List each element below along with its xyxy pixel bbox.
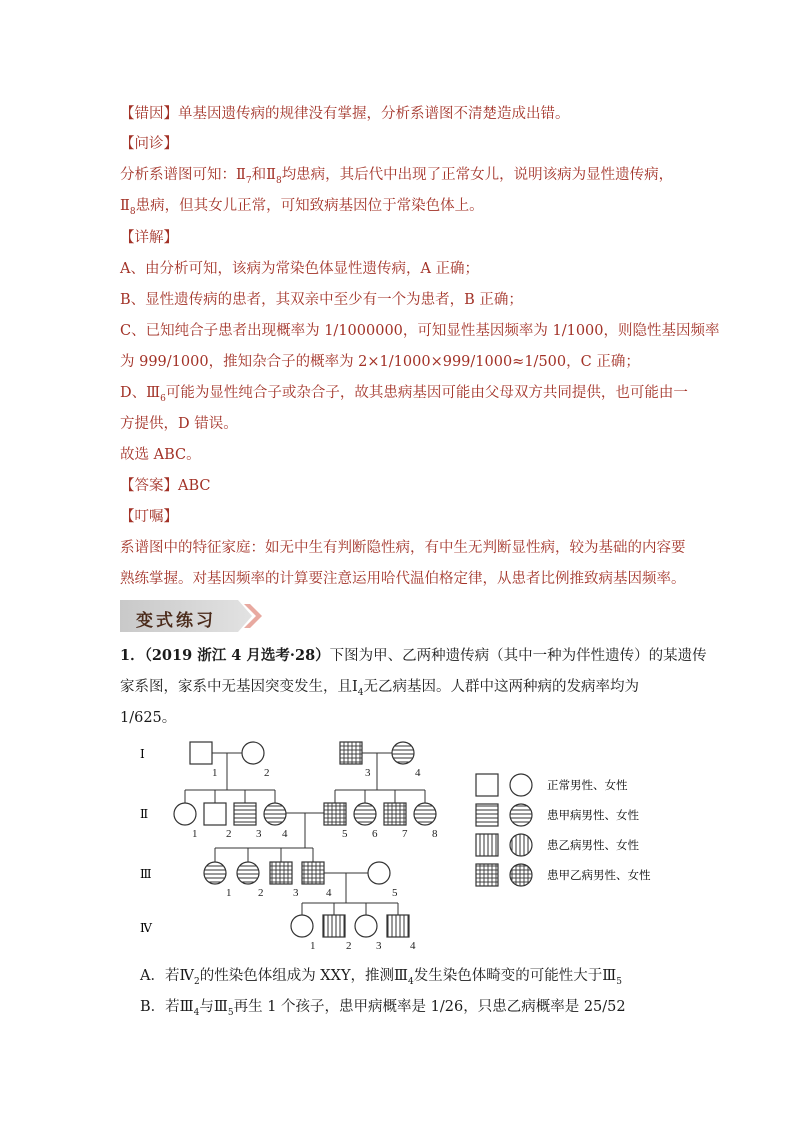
- legend-disease-b-female: [510, 834, 532, 856]
- number-III3: 3: [293, 887, 299, 899]
- detail-tag: 【详解】: [120, 230, 178, 246]
- subscript: 5: [227, 1007, 234, 1018]
- legend-label-disease-ab: 患甲乙病男性、女性: [547, 870, 651, 882]
- generation-label-3: Ⅲ: [140, 867, 152, 881]
- individual-II3: [234, 803, 256, 825]
- subscript: 5: [616, 976, 622, 987]
- generation-label-1: Ⅰ: [140, 747, 145, 761]
- number-IV3: 3: [376, 940, 382, 952]
- reminder-tag: 【叮嘱】: [120, 509, 178, 525]
- individual-I4: [392, 742, 414, 764]
- detail-text: D、Ⅲ: [120, 385, 161, 401]
- generation-label-2: Ⅱ: [140, 807, 149, 821]
- option-text: A．若Ⅳ: [140, 968, 194, 984]
- reminder-line-2: 熟练掌握。对基因频率的计算要注意运用哈代温伯格定律，从患者比例推致病基因频率。: [120, 571, 686, 587]
- individual-III2: [237, 862, 259, 884]
- detail-option-c-line-1: C、已知纯合子患者出现概率为 1/1000000，可知显性基因频率为 1/1000，则隐性基因频率: [120, 323, 720, 339]
- answer-text: ABC: [178, 478, 211, 494]
- individual-II1: [174, 803, 196, 825]
- diagnosis-text: 和Ⅱ: [251, 167, 276, 183]
- subscript: 4: [357, 687, 364, 698]
- individual-I1: [190, 742, 212, 764]
- number-III2: 2: [258, 887, 264, 899]
- legend-label-normal: 正常男性、女性: [547, 780, 628, 792]
- number-III4: 4: [326, 887, 332, 899]
- option-text: 与Ⅲ: [199, 999, 228, 1015]
- subscript: 8: [275, 175, 282, 186]
- question-text: 家系图，家系中无基因突变发生，且Ⅰ: [120, 679, 358, 695]
- option-b: [140, 997, 626, 1023]
- detail-text: 可能为显性纯合子或杂合子，故其患病基因可能由父母双方共同提供，也可能由一: [165, 385, 688, 401]
- diagnosis-line-1: [120, 165, 673, 191]
- individual-III3: [270, 862, 292, 884]
- option-text: 的性染色体组成为 XXY，推测Ⅲ: [199, 968, 409, 984]
- detail-option-a: A、由分析可知，该病为常染色体显性遗传病，A 正确；: [120, 261, 480, 277]
- wrong-cause-text: 单基因遗传病的规律没有掌握，分析系谱图不清楚造成出错。: [178, 106, 570, 122]
- diagnosis-tag: 【问诊】: [120, 136, 178, 152]
- diagnosis-text: 分析系谱图可知：Ⅱ: [120, 167, 246, 183]
- individual-IV1: [291, 915, 313, 937]
- number-II2: 2: [226, 828, 232, 840]
- legend-disease-b-male: [476, 834, 498, 856]
- individual-II7: [384, 803, 406, 825]
- wrong-cause-tag: 【错因】: [120, 106, 178, 122]
- individual-II6: [354, 803, 376, 825]
- individual-III1: [204, 862, 226, 884]
- pedigree-chart: [130, 736, 670, 956]
- diagnosis-line-2: [120, 196, 484, 222]
- diagnosis-text: 患病，但其女儿正常，可知致病基因位于常染色体上。: [135, 198, 484, 214]
- number-I4: 4: [415, 767, 421, 779]
- question-text: 下图为甲、乙两种遗传病（其中一种为伴性遗传）的某遗传: [329, 648, 707, 664]
- number-IV2: 2: [346, 940, 352, 952]
- answer-line: [120, 476, 211, 496]
- number-II5: 5: [342, 828, 348, 840]
- number-II6: 6: [372, 828, 378, 840]
- legend-disease-a-male: [476, 804, 498, 826]
- number-IV1: 1: [310, 940, 316, 952]
- legend-disease-a-female: [510, 804, 532, 826]
- legend-normal-female: [510, 774, 532, 796]
- number-III5: 5: [392, 887, 398, 899]
- answer-tag: 【答案】: [120, 478, 178, 494]
- detail-option-b: B、显性遗传病的患者，其双亲中至少有一个为患者，B 正确；: [120, 292, 523, 308]
- subscript: 4: [193, 1007, 200, 1018]
- individual-IV3: [355, 915, 377, 937]
- number-II4: 4: [282, 828, 288, 840]
- subscript: 8: [129, 206, 136, 217]
- legend-label-disease-b: 患乙病男性、女性: [547, 840, 639, 852]
- question-line-2: [120, 677, 639, 703]
- individual-III4: [302, 862, 324, 884]
- legend-label-disease-a: 患甲病男性、女性: [547, 810, 639, 822]
- detail-choose: 故选 ABC。: [120, 447, 201, 463]
- pedigree-legend: [476, 774, 651, 886]
- question-text: 无乙病基因。人群中这两种病的发病率均为: [363, 679, 639, 695]
- individual-IV4: [387, 915, 409, 937]
- individual-II2: [204, 803, 226, 825]
- number-IV4: 4: [410, 940, 416, 952]
- option-a: [140, 966, 622, 992]
- legend-disease-ab-male: [476, 864, 498, 886]
- individual-I3: [340, 742, 362, 764]
- generation-label-4: Ⅳ: [140, 921, 152, 935]
- reminder-line-1: 系谱图中的特征家庭：如无中生有判断隐性病，有中生无判断显性病，较为基础的内容要: [120, 540, 686, 556]
- subscript: 6: [160, 393, 166, 404]
- diagnosis-text: Ⅱ: [120, 198, 130, 214]
- individual-II4: [264, 803, 286, 825]
- diagnosis-text: 均患病，其后代中出现了正常女儿，说明该病为显性遗传病，: [281, 167, 674, 183]
- number-III1: 1: [226, 887, 232, 899]
- detail-option-d-line-1: [120, 383, 688, 409]
- number-II8: 8: [432, 828, 438, 840]
- individual-IV2: [323, 915, 345, 937]
- individual-II5: [324, 803, 346, 825]
- individual-III5: [368, 862, 390, 884]
- number-I3: 3: [365, 767, 371, 779]
- number-I1: 1: [212, 767, 218, 779]
- subscript: 2: [193, 976, 200, 987]
- legend-disease-ab-female: [510, 864, 532, 886]
- subscript: 7: [245, 175, 252, 186]
- question-line-1: [120, 646, 707, 666]
- wrong-cause-line: [120, 104, 570, 124]
- question-source: （2019 浙江 4 月选考·28）: [144, 647, 330, 664]
- number-I2: 2: [264, 767, 270, 779]
- number-II3: 3: [256, 828, 262, 840]
- banner-title: 变式练习: [136, 611, 216, 631]
- option-text: B．若Ⅲ: [140, 999, 194, 1015]
- option-text: 再生 1 个孩子，患甲病概率是 1/26，只患乙病概率是 25/52: [233, 999, 626, 1015]
- detail-option-c-line-2: 为 999/1000，推知杂合子的概率为 2×1/1000×999/1000≈1/500，C 正确；: [120, 354, 640, 370]
- number-II1: 1: [192, 828, 198, 840]
- individual-II8: [414, 803, 436, 825]
- option-text: 发生染色体畸变的可能性大于Ⅲ: [413, 968, 617, 984]
- legend-normal-male: [476, 774, 498, 796]
- question-number: 1．: [120, 647, 145, 664]
- subscript: 4: [408, 976, 414, 987]
- individual-I2: [242, 742, 264, 764]
- number-II7: 7: [402, 828, 408, 840]
- detail-option-d-line-2: 方提供，D 错误。: [120, 416, 238, 432]
- question-line-3: 1/625。: [120, 710, 177, 726]
